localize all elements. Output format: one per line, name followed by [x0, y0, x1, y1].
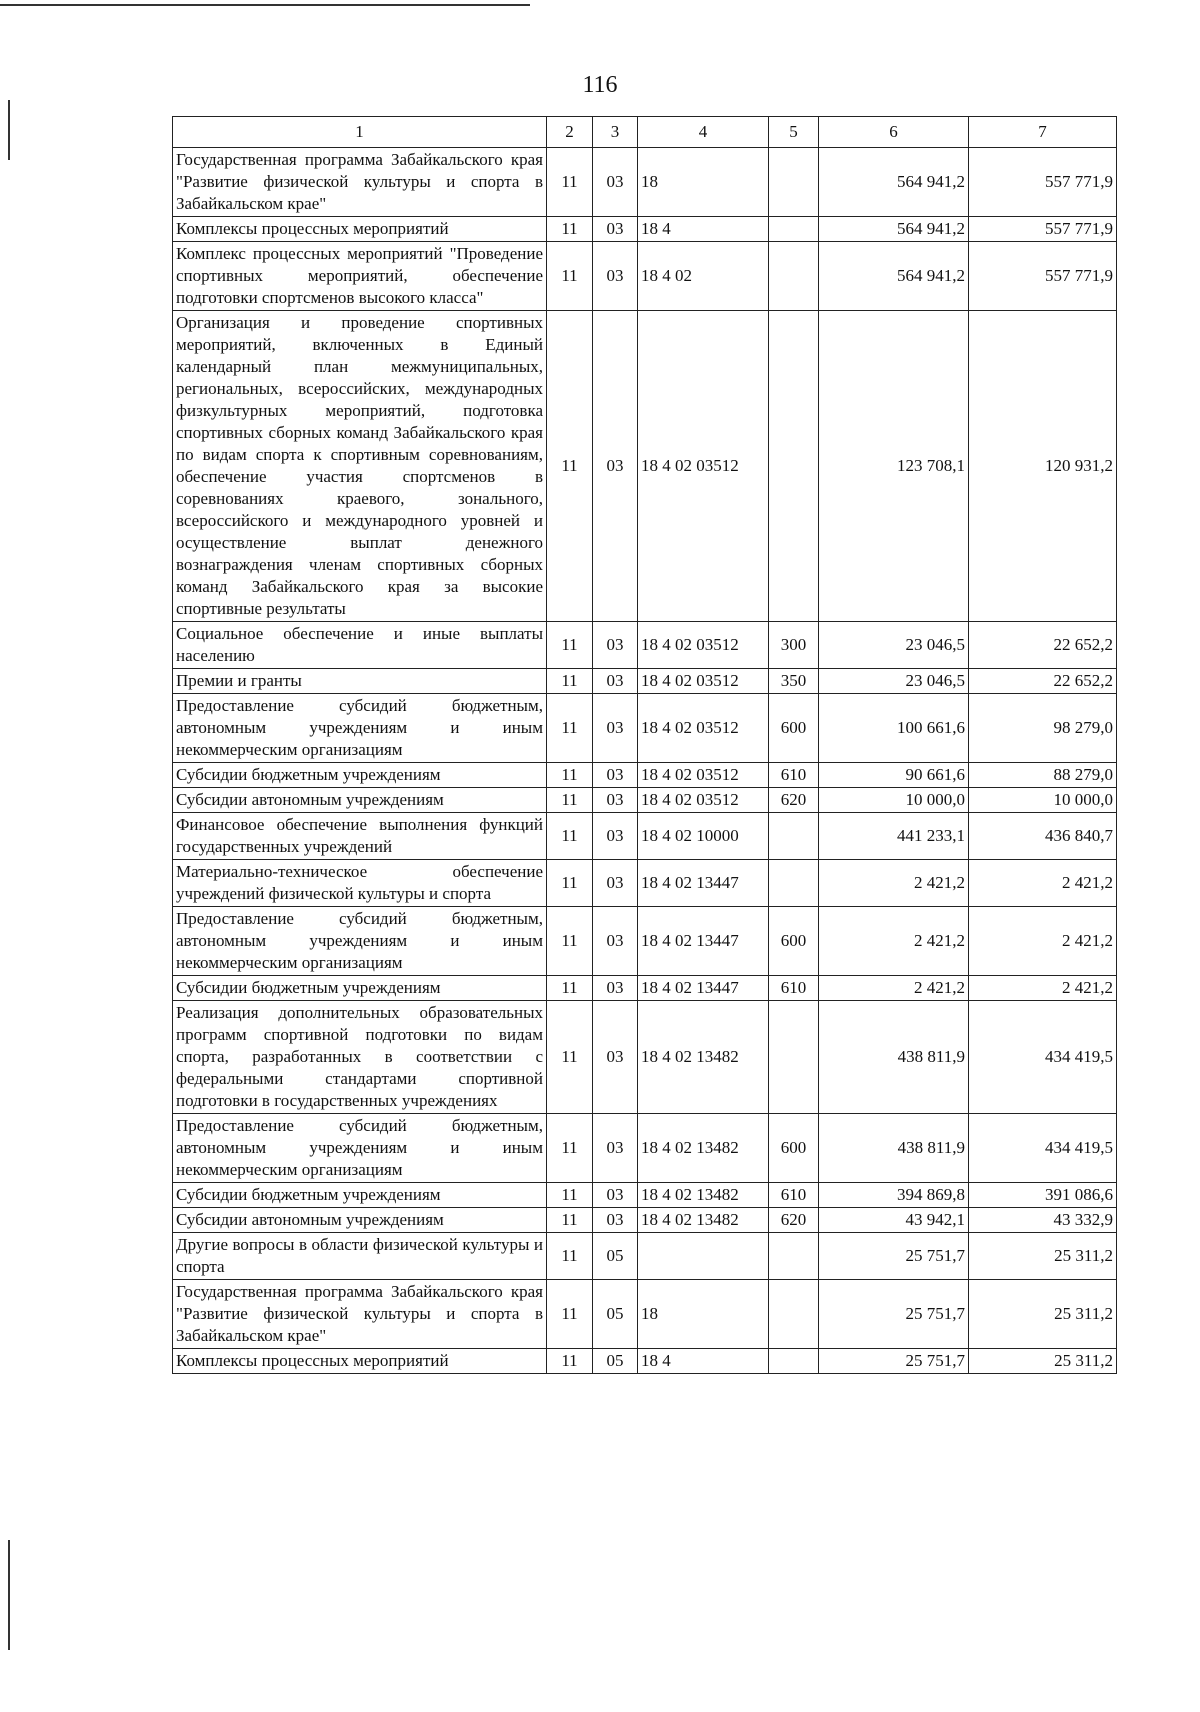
header-row [173, 117, 1117, 148]
table-row [173, 788, 1117, 813]
name-cell: Предоставление субсидий бюджетным, автономным учреждениям и иным некоммерческим организациям [173, 1114, 547, 1183]
subsection-cell: 05 [593, 1280, 638, 1349]
scan-edge-left-top [8, 100, 10, 160]
amount-year1-cell: 2 421,2 [819, 907, 969, 976]
name-cell: Реализация дополнительных образовательных программ спортивной подготовки по видам спорта, разработанных в соответствии с федеральными стандартами спортивной подготовки в государственных учреждениях [173, 1001, 547, 1114]
scan-edge-left-bottom [8, 1540, 10, 1650]
subsection-cell: 03 [593, 788, 638, 813]
table-row [173, 1208, 1117, 1233]
name-cell: Организация и проведение спортивных мероприятий, включенных в Единый календарный план межмуниципальных, региональных, всероссийских, международных физкультурных мероприятий, подготовка спортивных сборных команд Забайкальского края по видам спорта к спортивным соревнованиям, обеспечение участия спортсменов в соревнованиях краевого, зонального, всероссийского и международного уровней и осуществление выплат денежного вознаграждения членам спортивных сборных команд Забайкальского края за высокие спортивные результаты [173, 311, 547, 622]
section-cell: 11 [547, 311, 593, 622]
name-cell: Комплексы процессных мероприятий [173, 217, 547, 242]
table-row [173, 1349, 1117, 1374]
amount-year1-cell: 438 811,9 [819, 1001, 969, 1114]
name-cell: Государственная программа Забайкальского края "Развитие физической культуры и спорта в Забайкальском крае" [173, 1280, 547, 1349]
amount-year2-cell: 22 652,2 [969, 669, 1117, 694]
target-article-cell: 18 4 02 [638, 242, 769, 311]
amount-year2-cell: 434 419,5 [969, 1114, 1117, 1183]
amount-year1-cell: 25 751,7 [819, 1349, 969, 1374]
subsection-cell: 03 [593, 622, 638, 669]
section-cell: 11 [547, 622, 593, 669]
section-cell: 11 [547, 669, 593, 694]
target-article-cell: 18 4 02 03512 [638, 763, 769, 788]
amount-year1-cell: 90 661,6 [819, 763, 969, 788]
target-article-cell: 18 4 02 13482 [638, 1208, 769, 1233]
amount-year2-cell: 557 771,9 [969, 148, 1117, 217]
table-row [173, 976, 1117, 1001]
amount-year1-cell: 100 661,6 [819, 694, 969, 763]
amount-year2-cell: 25 311,2 [969, 1349, 1117, 1374]
amount-year1-cell: 23 046,5 [819, 622, 969, 669]
expense-type-cell [769, 1349, 819, 1374]
subsection-cell: 03 [593, 242, 638, 311]
target-article-cell: 18 [638, 148, 769, 217]
expense-type-cell: 610 [769, 976, 819, 1001]
page-number: 116 [582, 72, 618, 98]
amount-year2-cell: 557 771,9 [969, 242, 1117, 311]
name-cell: Субсидии бюджетным учреждениям [173, 976, 547, 1001]
expense-type-cell [769, 860, 819, 907]
section-cell: 11 [547, 217, 593, 242]
target-article-cell: 18 4 02 13447 [638, 976, 769, 1001]
table-row [173, 1114, 1117, 1183]
expense-type-cell [769, 148, 819, 217]
amount-year1-cell: 123 708,1 [819, 311, 969, 622]
subsection-cell: 03 [593, 763, 638, 788]
subsection-cell: 03 [593, 148, 638, 217]
subsection-cell: 03 [593, 1183, 638, 1208]
amount-year1-cell: 25 751,7 [819, 1280, 969, 1349]
target-article-cell: 18 4 02 03512 [638, 694, 769, 763]
section-cell: 11 [547, 1349, 593, 1374]
name-cell: Финансовое обеспечение выполнения функций государственных учреждений [173, 813, 547, 860]
name-cell: Предоставление субсидий бюджетным, автономным учреждениям и иным некоммерческим организациям [173, 694, 547, 763]
amount-year2-cell: 391 086,6 [969, 1183, 1117, 1208]
scan-edge-top [0, 4, 530, 6]
table-row [173, 1001, 1117, 1114]
subsection-cell: 03 [593, 1001, 638, 1114]
target-article-cell: 18 4 02 13447 [638, 860, 769, 907]
target-article-cell: 18 4 02 03512 [638, 622, 769, 669]
target-article-cell: 18 4 02 03512 [638, 788, 769, 813]
subsection-cell: 05 [593, 1349, 638, 1374]
subsection-cell: 03 [593, 669, 638, 694]
expense-type-cell [769, 1233, 819, 1280]
table-row [173, 1233, 1117, 1280]
subsection-cell: 03 [593, 694, 638, 763]
header-cell-1: 1 [173, 117, 547, 148]
target-article-cell: 18 4 [638, 217, 769, 242]
expense-type-cell: 300 [769, 622, 819, 669]
amount-year1-cell: 25 751,7 [819, 1233, 969, 1280]
section-cell: 11 [547, 148, 593, 217]
amount-year2-cell: 25 311,2 [969, 1233, 1117, 1280]
expense-type-cell: 600 [769, 1114, 819, 1183]
header-cell-5: 5 [769, 117, 819, 148]
section-cell: 11 [547, 1114, 593, 1183]
section-cell: 11 [547, 860, 593, 907]
header-cell-3: 3 [593, 117, 638, 148]
table-row [173, 217, 1117, 242]
expense-type-cell [769, 242, 819, 311]
header-cell-7: 7 [969, 117, 1117, 148]
amount-year2-cell: 98 279,0 [969, 694, 1117, 763]
target-article-cell: 18 4 02 13482 [638, 1114, 769, 1183]
amount-year1-cell: 10 000,0 [819, 788, 969, 813]
amount-year2-cell: 2 421,2 [969, 907, 1117, 976]
amount-year1-cell: 394 869,8 [819, 1183, 969, 1208]
target-article-cell: 18 4 02 03512 [638, 311, 769, 622]
header-cell-4: 4 [638, 117, 769, 148]
expense-type-cell [769, 217, 819, 242]
table-row [173, 813, 1117, 860]
name-cell: Предоставление субсидий бюджетным, автономным учреждениям и иным некоммерческим организациям [173, 907, 547, 976]
amount-year2-cell: 2 421,2 [969, 860, 1117, 907]
target-article-cell [638, 1233, 769, 1280]
expense-type-cell: 600 [769, 907, 819, 976]
subsection-cell: 03 [593, 1114, 638, 1183]
amount-year1-cell: 2 421,2 [819, 976, 969, 1001]
header-cell-6: 6 [819, 117, 969, 148]
section-cell: 11 [547, 1233, 593, 1280]
name-cell: Субсидии автономным учреждениям [173, 788, 547, 813]
name-cell: Комплексы процессных мероприятий [173, 1349, 547, 1374]
section-cell: 11 [547, 1183, 593, 1208]
amount-year1-cell: 564 941,2 [819, 242, 969, 311]
amount-year2-cell: 25 311,2 [969, 1280, 1117, 1349]
section-cell: 11 [547, 976, 593, 1001]
budget-table [172, 116, 1117, 1374]
subsection-cell: 03 [593, 813, 638, 860]
target-article-cell: 18 4 [638, 1349, 769, 1374]
amount-year1-cell: 564 941,2 [819, 148, 969, 217]
subsection-cell: 03 [593, 860, 638, 907]
subsection-cell: 03 [593, 1208, 638, 1233]
table-row [173, 1183, 1117, 1208]
expense-type-cell: 620 [769, 788, 819, 813]
subsection-cell: 03 [593, 217, 638, 242]
amount-year1-cell: 441 233,1 [819, 813, 969, 860]
table-row [173, 763, 1117, 788]
table-row [173, 311, 1117, 622]
section-cell: 11 [547, 1208, 593, 1233]
amount-year2-cell: 88 279,0 [969, 763, 1117, 788]
section-cell: 11 [547, 788, 593, 813]
target-article-cell: 18 4 02 13482 [638, 1183, 769, 1208]
expense-type-cell: 610 [769, 763, 819, 788]
expense-type-cell: 350 [769, 669, 819, 694]
amount-year2-cell: 10 000,0 [969, 788, 1117, 813]
name-cell: Государственная программа Забайкальского края "Развитие физической культуры и спорта в Забайкальском крае" [173, 148, 547, 217]
amount-year1-cell: 43 942,1 [819, 1208, 969, 1233]
target-article-cell: 18 [638, 1280, 769, 1349]
expense-type-cell: 600 [769, 694, 819, 763]
amount-year2-cell: 434 419,5 [969, 1001, 1117, 1114]
section-cell: 11 [547, 763, 593, 788]
target-article-cell: 18 4 02 10000 [638, 813, 769, 860]
name-cell: Другие вопросы в области физической культуры и спорта [173, 1233, 547, 1280]
name-cell: Субсидии бюджетным учреждениям [173, 1183, 547, 1208]
expense-type-cell: 610 [769, 1183, 819, 1208]
name-cell: Субсидии автономным учреждениям [173, 1208, 547, 1233]
section-cell: 11 [547, 813, 593, 860]
amount-year2-cell: 120 931,2 [969, 311, 1117, 622]
target-article-cell: 18 4 02 13482 [638, 1001, 769, 1114]
expense-type-cell [769, 1001, 819, 1114]
amount-year1-cell: 438 811,9 [819, 1114, 969, 1183]
amount-year2-cell: 22 652,2 [969, 622, 1117, 669]
amount-year1-cell: 2 421,2 [819, 860, 969, 907]
amount-year1-cell: 564 941,2 [819, 217, 969, 242]
expense-type-cell: 620 [769, 1208, 819, 1233]
section-cell: 11 [547, 242, 593, 311]
subsection-cell: 03 [593, 311, 638, 622]
header-cell-2: 2 [547, 117, 593, 148]
amount-year2-cell: 557 771,9 [969, 217, 1117, 242]
table-row [173, 242, 1117, 311]
amount-year2-cell: 436 840,7 [969, 813, 1117, 860]
table-row [173, 907, 1117, 976]
table-row [173, 1280, 1117, 1349]
expense-type-cell [769, 1280, 819, 1349]
section-cell: 11 [547, 1001, 593, 1114]
section-cell: 11 [547, 907, 593, 976]
table-row [173, 694, 1117, 763]
amount-year2-cell: 43 332,9 [969, 1208, 1117, 1233]
amount-year2-cell: 2 421,2 [969, 976, 1117, 1001]
subsection-cell: 03 [593, 907, 638, 976]
table-row [173, 148, 1117, 217]
subsection-cell: 05 [593, 1233, 638, 1280]
section-cell: 11 [547, 694, 593, 763]
target-article-cell: 18 4 02 03512 [638, 669, 769, 694]
name-cell: Комплекс процессных мероприятий "Проведение спортивных мероприятий, обеспечение подготовки спортсменов высокого класса" [173, 242, 547, 311]
target-article-cell: 18 4 02 13447 [638, 907, 769, 976]
name-cell: Премии и гранты [173, 669, 547, 694]
amount-year1-cell: 23 046,5 [819, 669, 969, 694]
name-cell: Субсидии бюджетным учреждениям [173, 763, 547, 788]
table-row [173, 860, 1117, 907]
name-cell: Социальное обеспечение и иные выплаты населению [173, 622, 547, 669]
expense-type-cell [769, 311, 819, 622]
table-row [173, 669, 1117, 694]
expense-type-cell [769, 813, 819, 860]
table-row [173, 622, 1117, 669]
table-body [173, 148, 1117, 1374]
section-cell: 11 [547, 1280, 593, 1349]
name-cell: Материально-техническое обеспечение учреждений физической культуры и спорта [173, 860, 547, 907]
subsection-cell: 03 [593, 976, 638, 1001]
